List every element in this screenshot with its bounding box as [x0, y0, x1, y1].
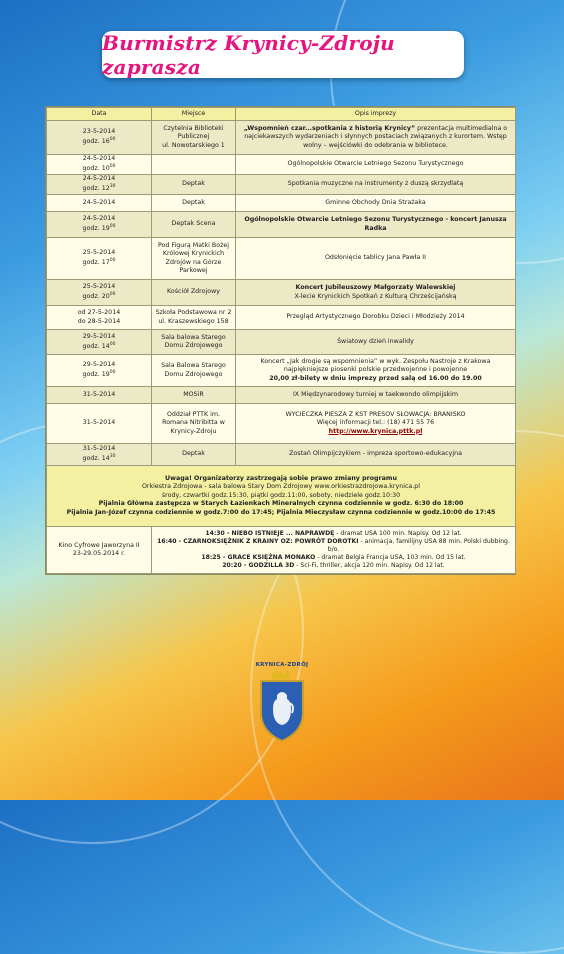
event-place-address: ul. Kraszewskiego 158 [158, 317, 229, 325]
event-time-text: godz. 19 [82, 371, 110, 379]
event-place: Pod Figurą Matki Bożej Królowej Krynickich Zdrojów na Górze Parkowej [157, 242, 230, 274]
cell-place [152, 121, 236, 155]
event-place: Deptak [182, 180, 205, 188]
event-place: Deptak Scena [171, 220, 216, 228]
event-date: 31-5-2014 [82, 419, 116, 427]
cell-place [152, 387, 236, 404]
event-date: 24-5-2014 [82, 155, 116, 163]
event-time [49, 183, 149, 193]
event-link[interactable]: http://www.krynica.pttk.pl [328, 427, 423, 435]
cell-date [47, 195, 152, 212]
event-time [49, 291, 149, 301]
cell-date [47, 444, 152, 466]
cell-date [47, 238, 152, 280]
cell-place [152, 280, 236, 306]
cell-description [236, 387, 516, 404]
event-description-text: WYCIECZKA PIESZA Z KST PRESOV SŁOWACJA: BRANISKO [285, 411, 466, 419]
event-time [49, 369, 149, 379]
event-date: 23-5-2014 [82, 128, 116, 136]
event-description-extra: 20,00 zł-bilety w dniu imprezy przed salą od 16.00 do 19.00 [269, 374, 482, 382]
event-time [49, 341, 149, 351]
table-row [47, 404, 516, 444]
table-row [47, 306, 516, 330]
event-time-text: godz. 17 [82, 259, 110, 267]
event-time-minutes: 00 [109, 292, 116, 298]
screening-details: - dramat USA 100 min. Napisy. Od 12 lat. [334, 529, 462, 537]
cell-date [47, 330, 152, 355]
screening-details: - Sci-Fi, thriller, akcja 120 min. Napisy. Od 12 lat. [294, 562, 445, 570]
event-time [49, 136, 149, 146]
event-date: od 27-5-2014 [77, 309, 121, 317]
cell-description [236, 155, 516, 175]
cinema-screening [154, 530, 513, 538]
header-banner [102, 31, 464, 78]
event-time-minutes: 00 [109, 341, 116, 347]
notice-row [47, 466, 516, 527]
table-row [47, 280, 516, 306]
event-place: Sala balowa Starego Domu Zdrojowego [161, 333, 226, 349]
cell-place [152, 195, 236, 212]
notice-pump-rooms-other: Pijalnia Jan-Józef czynna codziennie w godz.7:00 do 17:45; Pijalnia Mieczysław czynna codziennie w godz.10:00 do 17:45 [66, 508, 496, 516]
event-description-text: IX Międzynarodowy turniej w taekwondo olimpijskim [292, 390, 459, 398]
event-time-text: godz. 20 [82, 293, 110, 301]
column-header-description: Opis imprezy [236, 108, 516, 121]
cell-date [47, 175, 152, 195]
event-place: Deptak [182, 450, 205, 458]
cell-date [47, 280, 152, 306]
screening-details: - animacja, familijny USA 88 min. Polski dubbing. b/o. [327, 537, 510, 553]
cell-description [236, 238, 516, 280]
column-header-date: Data [47, 108, 152, 121]
cinema-schedule [152, 527, 516, 574]
event-time-minutes: 00 [109, 258, 116, 264]
event-description-text: Gminne Obchody Dnia Strażaka [325, 198, 426, 206]
cell-description [236, 175, 516, 195]
cell-place [152, 212, 236, 238]
event-description-text: Ogólnopolskie Otwarcie Letniego Sezonu Turystycznego [287, 160, 464, 168]
notice-pump-room-main: Pijalnia Główna zastępcza w Starych Łazienkach Mineralnych czynna codziennie w godz. 6:30 do 18:00 [98, 500, 464, 508]
event-place: Deptak [182, 198, 205, 206]
cell-place [152, 330, 236, 355]
cell-place [152, 444, 236, 466]
event-time-text: godz. 14 [82, 343, 110, 351]
cell-date [47, 306, 152, 330]
event-time-minutes: 30 [109, 184, 116, 190]
event-date: 29-5-2014 [82, 332, 116, 340]
cell-description [236, 121, 516, 155]
cell-date [47, 355, 152, 387]
table-row [47, 212, 516, 238]
table-row [47, 195, 516, 212]
event-place: Szkoła Podstawowa nr 2 [155, 309, 232, 317]
event-description-text: Światowy dzień inwalidy [337, 337, 414, 345]
event-time [49, 163, 149, 173]
cell-description [236, 212, 516, 238]
cell-description [236, 404, 516, 444]
event-time [49, 257, 149, 267]
cell-description [236, 330, 516, 355]
column-header-place: Miejsce [152, 108, 236, 121]
table-row [47, 121, 516, 155]
screening-title: 20:20 - GODZILLA 3D [222, 562, 295, 570]
event-description-text: prezentacja multimedialna o najciekawszych wydarzeniach i słynnych postaciach związanych z kurortem. Wstęp wolny – wejściówki do odebrania w bibliotece. [244, 125, 508, 149]
event-description [238, 125, 513, 150]
event-date: 25-5-2014 [82, 249, 116, 257]
event-time-text: godz. 16 [82, 138, 110, 146]
page-title: Burmistrz Krynicy-Zdroju zaprasza [102, 30, 395, 79]
event-description-text: Przegląd Artystycznego Dorobku Dzieci i Młodzieży 2014 [286, 313, 465, 321]
event-time-minutes: 30 [109, 454, 116, 460]
cell-description [236, 280, 516, 306]
screening-details: - dramat Belgia Francja USA, 103 min. Od 15 lat. [315, 554, 466, 562]
table-row [47, 444, 516, 466]
logo-caption: KRYNICA-ZDRÓJ [255, 662, 309, 668]
event-time-text: godz. 10 [82, 165, 110, 173]
cell-place [152, 155, 236, 175]
event-description-text: Odsłonięcie tablicy Jana Pawła II [324, 254, 427, 262]
table-row [47, 238, 516, 280]
event-time [49, 453, 149, 463]
cinema-screening [154, 554, 513, 562]
table-row [47, 155, 516, 175]
event-title: „Wspomnień czar...spotkania z historią Krynicy” [243, 125, 416, 133]
event-date: 25-5-2014 [82, 283, 116, 291]
cell-date [47, 212, 152, 238]
event-place: MOSiR [183, 390, 204, 398]
screening-title: 18:25 - GRACE KSIĘŻNA MONAKO [201, 554, 316, 562]
event-place: Czytelnia Biblioteki Publicznej [163, 125, 224, 141]
event-time-minutes: 00 [109, 164, 116, 170]
event-time-minutes: 00 [109, 370, 116, 376]
event-date: 31-5-2014 [82, 445, 116, 453]
notice-warning: Uwaga! Organizatorzy zastrzegają sobie prawo zmiany programu [165, 474, 397, 482]
event-time-text: godz. 14 [82, 455, 110, 463]
event-place-address: ul. Nowotarskiego 1 [162, 141, 225, 149]
cell-place [152, 355, 236, 387]
event-time [49, 318, 149, 326]
screening-title: 14:30 - NIEBO ISTNIEJE ... NAPRAWDĘ [205, 529, 335, 537]
krynica-zdroj-crest-logo [255, 663, 309, 743]
event-title: Koncert Jubileuszowy Małgorzaty Walewskiej [295, 284, 456, 292]
event-description-text: Zostań Olimpijczykiem - impreza sportowo-edukacyjna [289, 450, 462, 458]
events-table [45, 106, 516, 575]
event-description-text: Spotkania muzyczne na instrumenty z duszą skrzydlatą [287, 180, 464, 188]
table-row [47, 387, 516, 404]
cell-place [152, 404, 236, 444]
table-row [47, 330, 516, 355]
table-row [47, 175, 516, 195]
event-title: Ogólnopolskie Otwarcie Letniego Sezonu Turystycznego - koncert Janusza Radka [244, 216, 507, 232]
event-time-minutes: 00 [109, 137, 116, 143]
cell-date [47, 155, 152, 175]
cell-description [236, 306, 516, 330]
cinema-screening [154, 562, 513, 570]
cell-place [152, 306, 236, 330]
cell-date [47, 387, 152, 404]
cinema-screening [154, 538, 513, 554]
event-time-text: godz. 12 [82, 185, 110, 193]
event-time-text: godz. 19 [82, 225, 110, 233]
cell-place [152, 238, 236, 280]
cell-date [47, 404, 152, 444]
event-time [49, 223, 149, 233]
event-date: 31-5-2014 [82, 390, 116, 398]
cell-description [236, 195, 516, 212]
event-description-text: X-lecie Krynickich Spotkań z Kulturą Chrześcijańską [294, 292, 457, 300]
event-place: Sala Balowa Starego Domu Zdrojowego [161, 362, 226, 378]
cell-description [236, 355, 516, 387]
table-row [47, 355, 516, 387]
event-date: 24-5-2014 [82, 175, 116, 183]
event-time-text: do 28-5-2014 [77, 317, 121, 325]
event-time-minutes: 00 [109, 224, 116, 230]
notice-orchestra-hours: środy, czwartki godz.15:30, piątki godz.11:00, soboty, niedziele godz.10:30 [161, 491, 401, 499]
cinema-place: Kino Cyfrowe Jaworzyna II [58, 541, 140, 549]
cinema-row [47, 527, 516, 574]
event-date: 29-5-2014 [82, 361, 116, 369]
event-description-text: Koncert „Jak drogie są wspomnienia” w wyk. Zespołu Nastroje z Krakowa najpiękniejsze piosenki polskie przedwojenne i powojenne [260, 358, 491, 374]
event-place: Oddział PTTK im. Romana Nitribitta w Krynicy-Zdroju [162, 411, 225, 435]
cell-date [47, 121, 152, 155]
event-place: Kościół Zdrojowy [167, 288, 220, 296]
screening-title: 16:40 - CZARNOKSIĘŻNIK Z KRAINY OZ: POWRÓT DOROTKI [157, 537, 359, 545]
cinema-dates: 23-29.05.2014 r. [72, 550, 126, 557]
event-date: 24-5-2014 [82, 198, 116, 206]
cell-place [152, 175, 236, 195]
event-date: 24-5-2014 [82, 215, 116, 223]
event-description-extra: Więcej informacji tel.: (18) 471 55 76 [316, 419, 435, 427]
notice-orchestra: Orkiestra Zdrojowa - sala balowa Stary Dom Zdrojowy www.orkiestrazdrojowa.krynica.pl [141, 483, 421, 491]
cell-description [236, 444, 516, 466]
